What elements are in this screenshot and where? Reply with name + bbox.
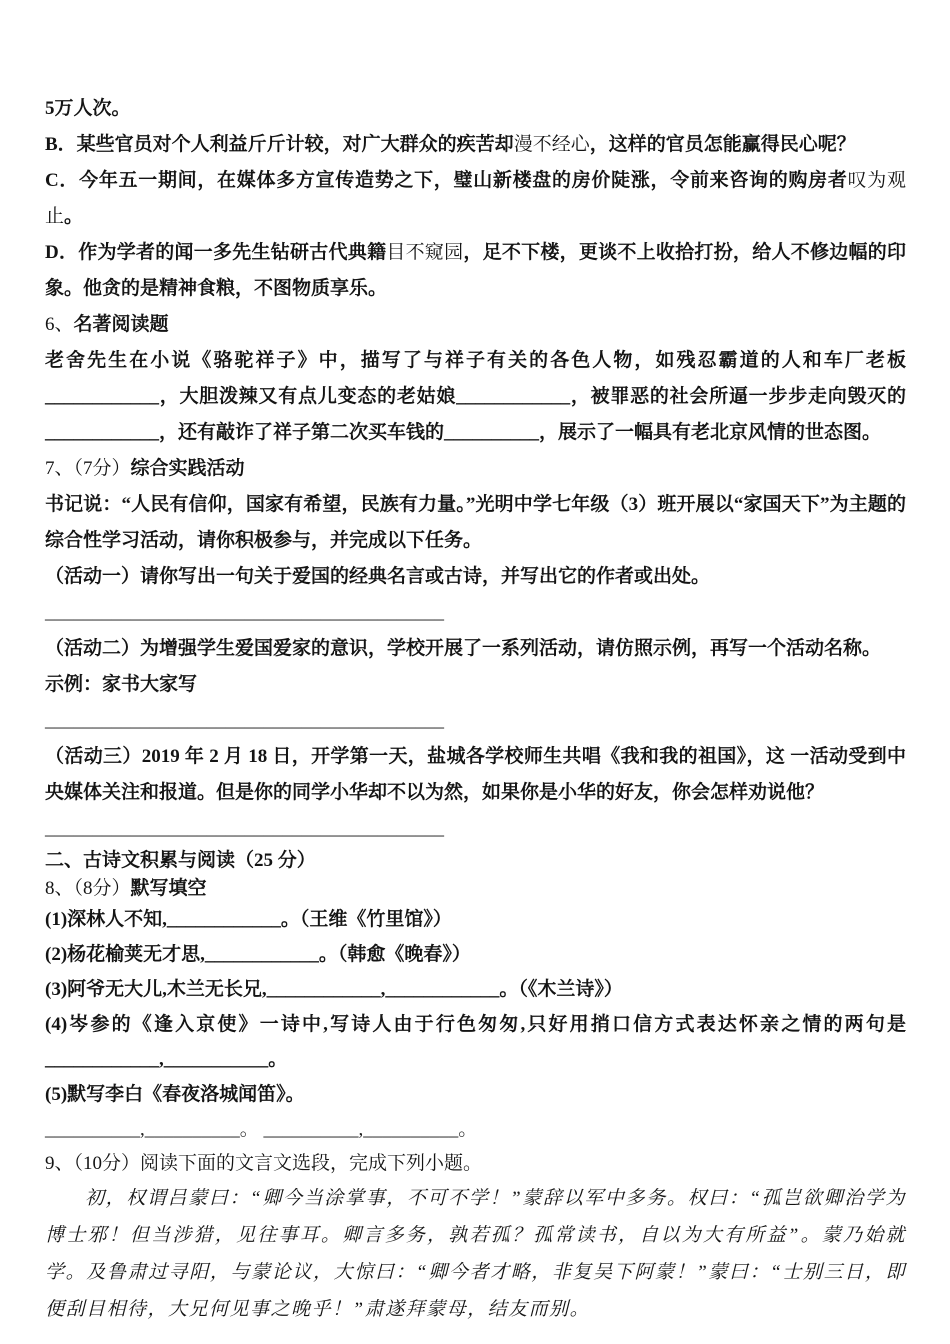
answer-blank-line-3: __________________________________________ [45, 818, 444, 839]
dictation-item-1: (1)深林人不知,____________。（王维《竹里馆》） [45, 909, 452, 930]
question-8-title: 默写填空 [130, 878, 207, 899]
dictation-item-3: (3)阿爷无大儿,木兰无长兄,____________,____________。（《木兰诗》） [45, 979, 623, 1000]
option-c-text-pre: C．今年五一期间，在媒体多方宣传造势之下，璧山新楼盘的房价陡涨，令前来咨询的购房者 [45, 170, 848, 191]
dictation-item-2: (2)杨花榆荚无才思,____________。（韩愈《晚春》） [45, 944, 471, 965]
option-c-text-post: 。 [64, 206, 84, 227]
question-9-heading [45, 1148, 906, 1180]
option-b-text-post: ，这样的官员怎能赢得民心呢？ [589, 134, 856, 155]
activity-1-prompt: （活动一）请你写出一句关于爱国的经典名言或古诗，并写出它的作者或出处。 [45, 566, 711, 587]
question-6-title: 名著阅读题 [73, 314, 169, 335]
question-7-body: 书记说：“人民有信仰，国家有希望，民族有力量。”光明中学七年级（3）班开展以“家国天下”为主题的综合性学习活动，请你积极参与，并完成以下任务。 [45, 494, 906, 551]
option-b-text-pre: B．某些官员对个人利益斤斤计较，对广大群众的疾苦却 [45, 134, 514, 155]
question-7-number: 7、（7分） [45, 458, 131, 479]
question-7-title: 综合实践活动 [130, 458, 245, 479]
activity-3-prompt: （活动三）2019 年 2 月 18 日，开学第一天，盐城各学校师生共唱《我和我的祖国》，这 一活动受到中央媒体关注和报道。但是你的同学小华却不以为然，如果你是小华的好友，你会怎样劝说他？ [45, 746, 906, 803]
option-d-idiom: 目不窥园 [386, 242, 464, 263]
dictation-item-4: (4)岑参的《逢入京使》一诗中,写诗人由于行色匆匆,只好用捎口信方式表达怀亲之情的两句是____________,___________。 [45, 1014, 906, 1070]
question-8-number: 8、（8分） [45, 878, 131, 899]
option-b [45, 127, 906, 163]
question-6-number: 6、 [45, 314, 74, 335]
paragraph-intro-tail: 5万人次。 [45, 98, 131, 119]
option-c-idiom: 叹为观止 [45, 170, 906, 227]
option-d [45, 235, 906, 307]
option-d-text-pre: D．作为学者的闻一多先生钻研古代典籍 [45, 242, 387, 263]
classical-passage: 初，权谓吕蒙曰：“卿今当涂掌事，不可不学！”蒙辞以军中多务。权曰：“孤岂欲卿治学为博士邪！但当涉猎，见往事耳。卿言多务，孰若孤？孤常读书，自以为大有所益”。蒙乃始就学。及鲁肃过寻阳，与蒙论议，大惊曰：“卿今者才略，非复吴下阿蒙！”蒙曰：“士别三日，即便刮目相待，大兄何见事之晚乎！”肃遂拜蒙母，结友而别。 [45, 1188, 906, 1320]
section-2-heading: 二、古诗文积累与阅读（25 分） [45, 850, 316, 871]
answer-blank-line-1: __________________________________________ [45, 602, 444, 623]
option-d-text-post: ，足不下楼，更谈不上收拾打扮，给人不修边幅的印象。他贪的是精神食粮，不图物质享乐。 [45, 242, 906, 299]
question-9-title: 阅读下面的文言文选段，完成下列小题。 [140, 1153, 483, 1174]
option-c [45, 163, 906, 235]
activity-2-example: 示例：家书大家写 [45, 674, 198, 695]
question-9-number: 9、（10分） [45, 1153, 141, 1174]
answer-blank-line-2: __________________________________________ [45, 710, 444, 731]
option-b-idiom: 漫不经心 [513, 134, 590, 155]
question-7-heading [45, 451, 906, 487]
question-8-heading [45, 875, 906, 902]
dictation-item-5: (5)默写李白《春夜洛城闻笛》。 [45, 1084, 305, 1105]
activity-2-prompt: （活动二）为增强学生爱国爱家的意识，学校开展了一系列活动，请仿照示例，再写一个活动名称。 [45, 638, 882, 659]
question-6-body: 老舍先生在小说《骆驼祥子》中，描写了与祥子有关的各色人物，如残忍霸道的人和车厂老板____________，大胆泼辣又有点儿变态的老姑娘____________，被罪恶的社会所逼一步步走向毁灭的____________，还有敲诈了祥子第二次买车钱的__________，展示了一幅具有老北京风情的世态图。 [45, 350, 906, 443]
question-6-heading [45, 307, 906, 343]
dictation-item-5-blanks: __________,__________。 __________,__________。 [45, 1119, 478, 1140]
